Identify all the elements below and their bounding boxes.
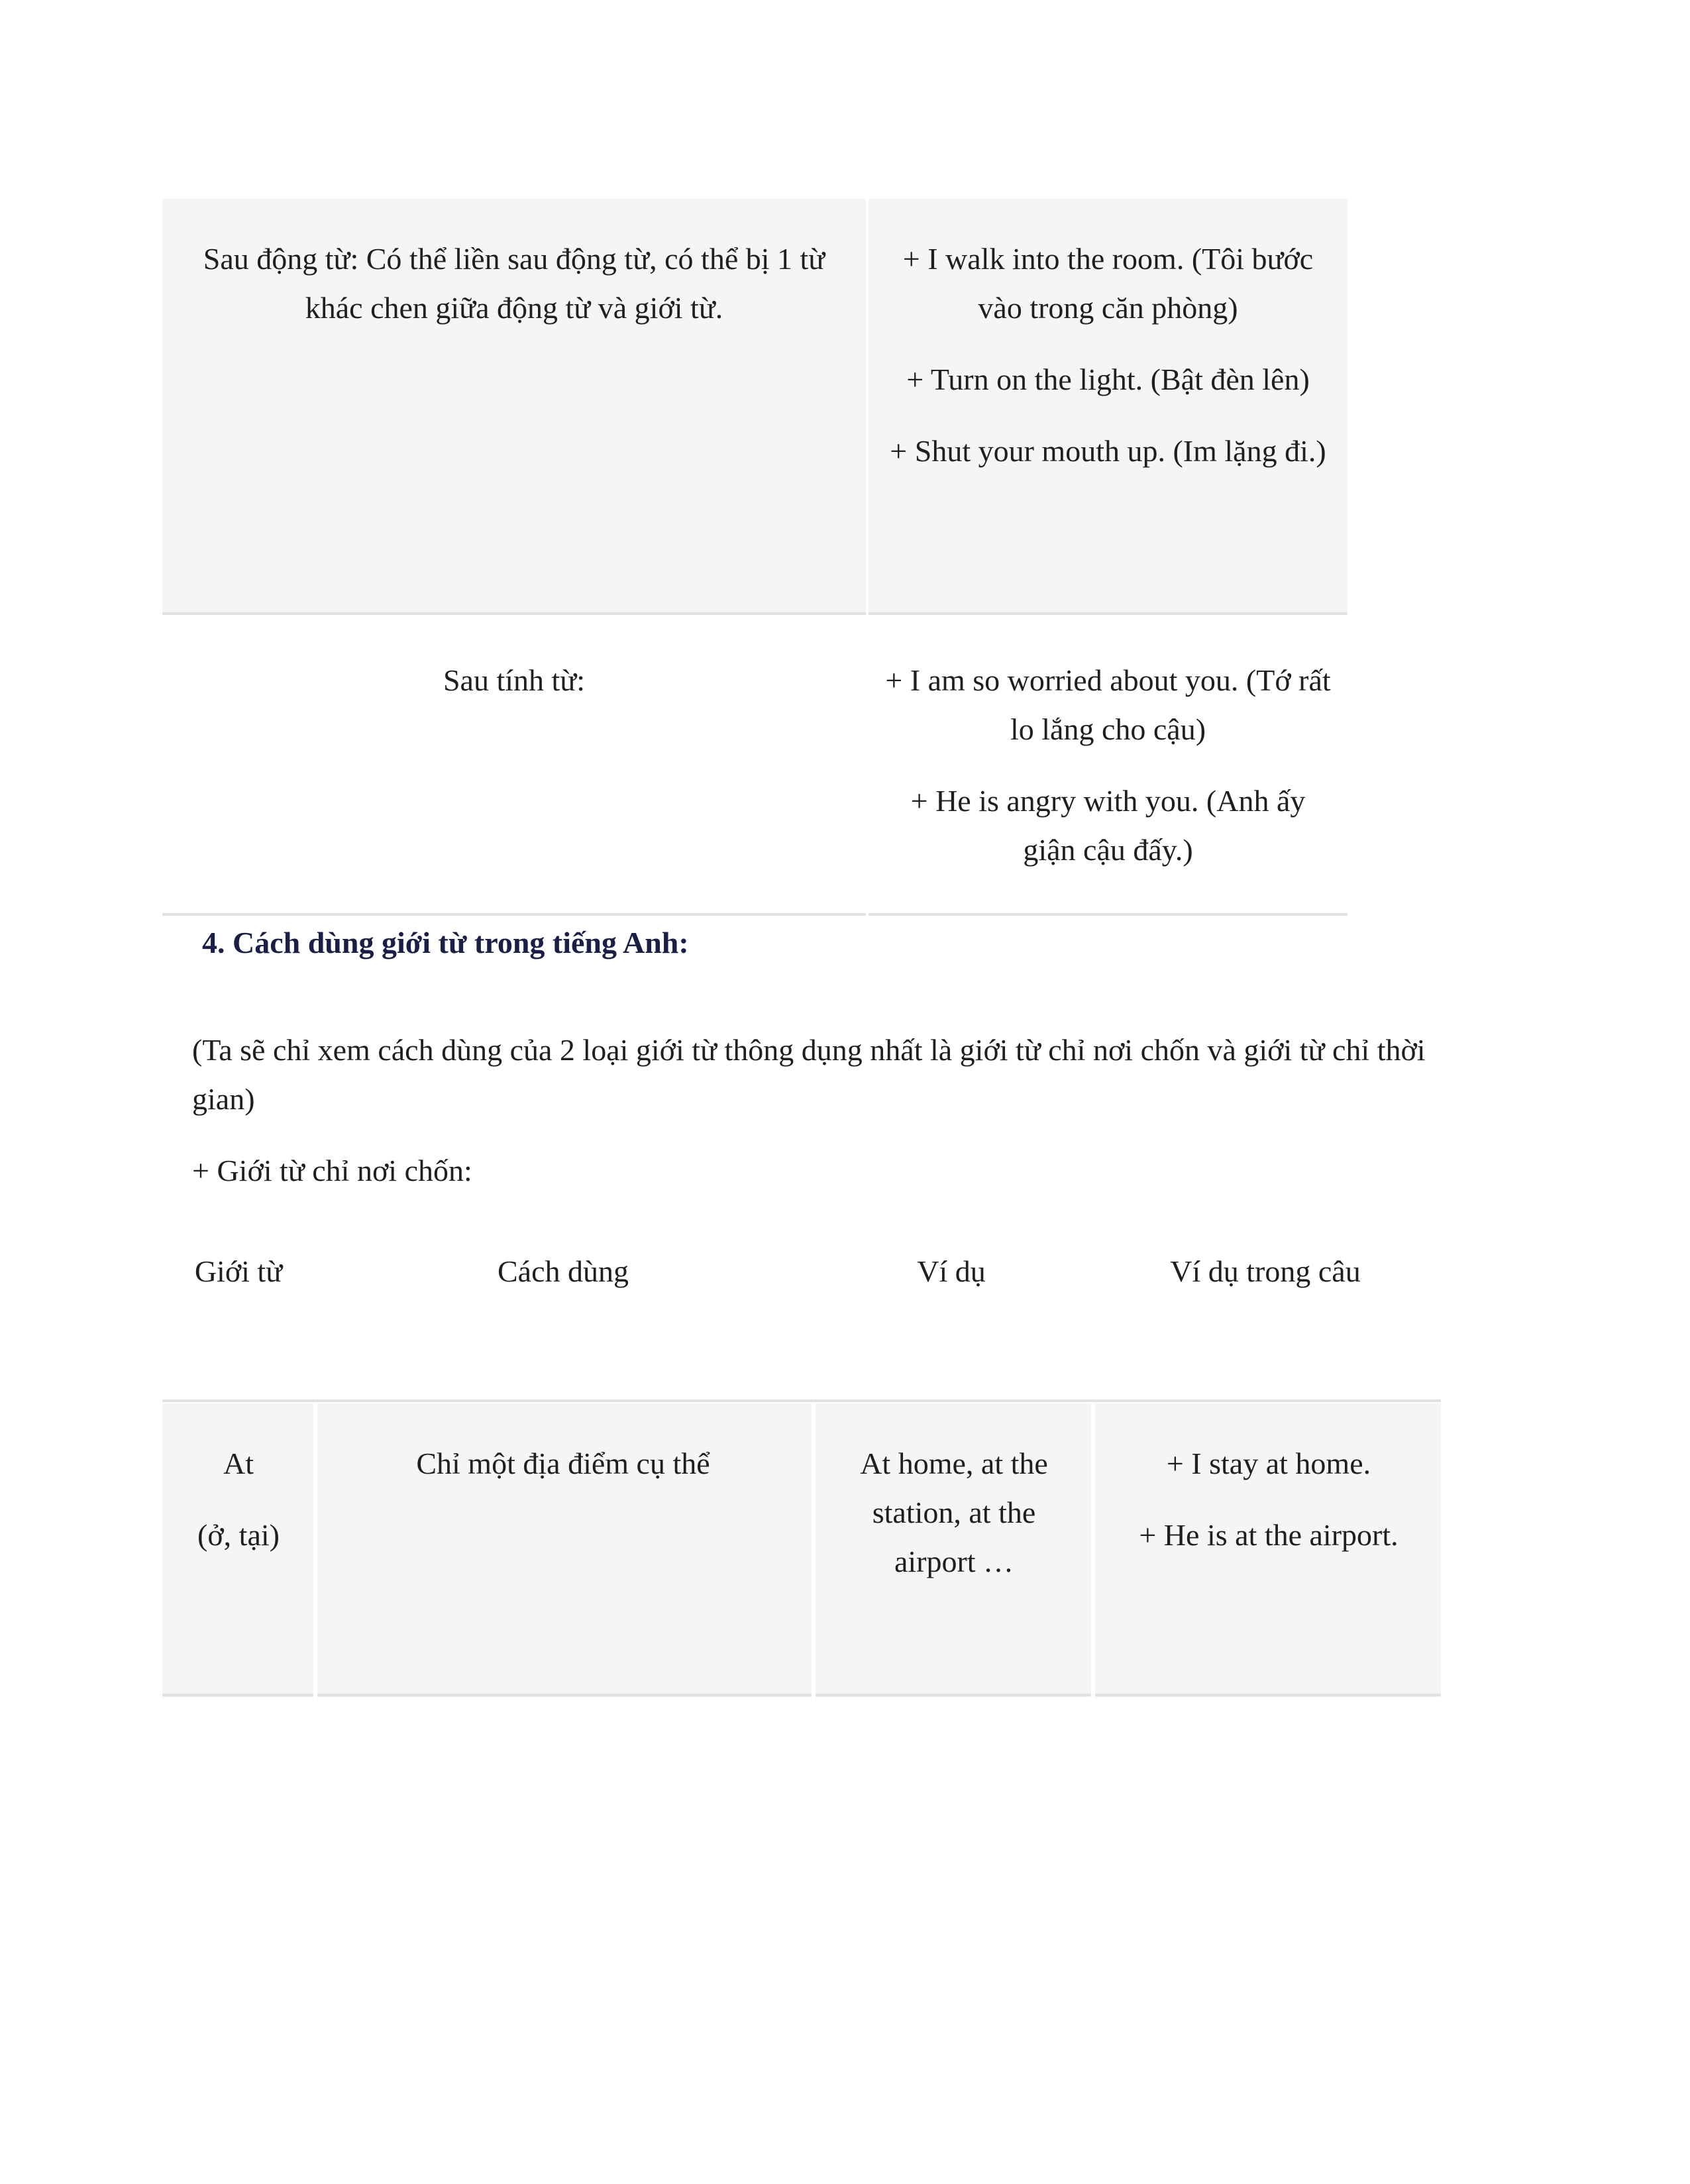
- section-heading: 4. Cách dùng giới từ trong tiếng Anh:: [202, 926, 689, 959]
- example-sentence: + I walk into the room. (Tôi bước vào trong căn phòng): [902, 242, 1314, 325]
- row-divider: [162, 1399, 1441, 1402]
- row-divider: [869, 913, 1347, 916]
- preposition-meaning: (ở, tại): [197, 1518, 280, 1552]
- row-divider: [869, 612, 1347, 615]
- row-divider: [816, 1694, 1091, 1696]
- examples-text: At home, at the station, at the airport …: [860, 1447, 1048, 1578]
- column-header: Ví dụ trong câu: [1170, 1254, 1361, 1288]
- example-sentence: + I am so worried about you. (Tớ rất lo lắng cho cậu): [885, 663, 1331, 746]
- example-sentence: + Turn on the light. (Bật đèn lên): [906, 362, 1310, 396]
- intro-paragraph: (Ta sẽ chỉ xem cách dùng của 2 loại giới từ thông dụng nhất là giới từ chỉ nơi chốn và giới từ chỉ thời gian): [192, 1033, 1426, 1116]
- sentence-examples: [1106, 1439, 1431, 1560]
- example-sentence: + Shut your mouth up. (Im lặng đi.): [890, 434, 1326, 468]
- table-cell-examples: [881, 235, 1335, 476]
- column-header: Cách dùng: [497, 1254, 629, 1288]
- table-cell-examples: [881, 656, 1335, 875]
- row-divider: [162, 1694, 313, 1696]
- column-header: Ví dụ: [917, 1254, 986, 1288]
- example-sentence: + He is angry with you. (Anh ấy giận cậu đấy.): [910, 784, 1306, 867]
- column-header: Giới từ: [194, 1254, 283, 1288]
- example-sentence: + I stay at home.: [1166, 1447, 1371, 1480]
- row-divider: [162, 612, 866, 615]
- usage-text: Chỉ một địa điểm cụ thể: [416, 1447, 710, 1480]
- subheading: + Giới từ chỉ nơi chốn:: [192, 1154, 472, 1187]
- table-cell-text: Sau tính từ:: [443, 663, 586, 697]
- preposition: At: [223, 1447, 254, 1480]
- row-divider: [162, 913, 866, 916]
- row-divider: [317, 1694, 812, 1696]
- row-divider: [1095, 1694, 1441, 1696]
- table-cell-text: Sau động từ: Có thể liền sau động từ, có thể bị 1 từ khác chen giữa động từ và giới từ.: [203, 242, 825, 325]
- example-sentence: + He is at the airport.: [1139, 1518, 1399, 1552]
